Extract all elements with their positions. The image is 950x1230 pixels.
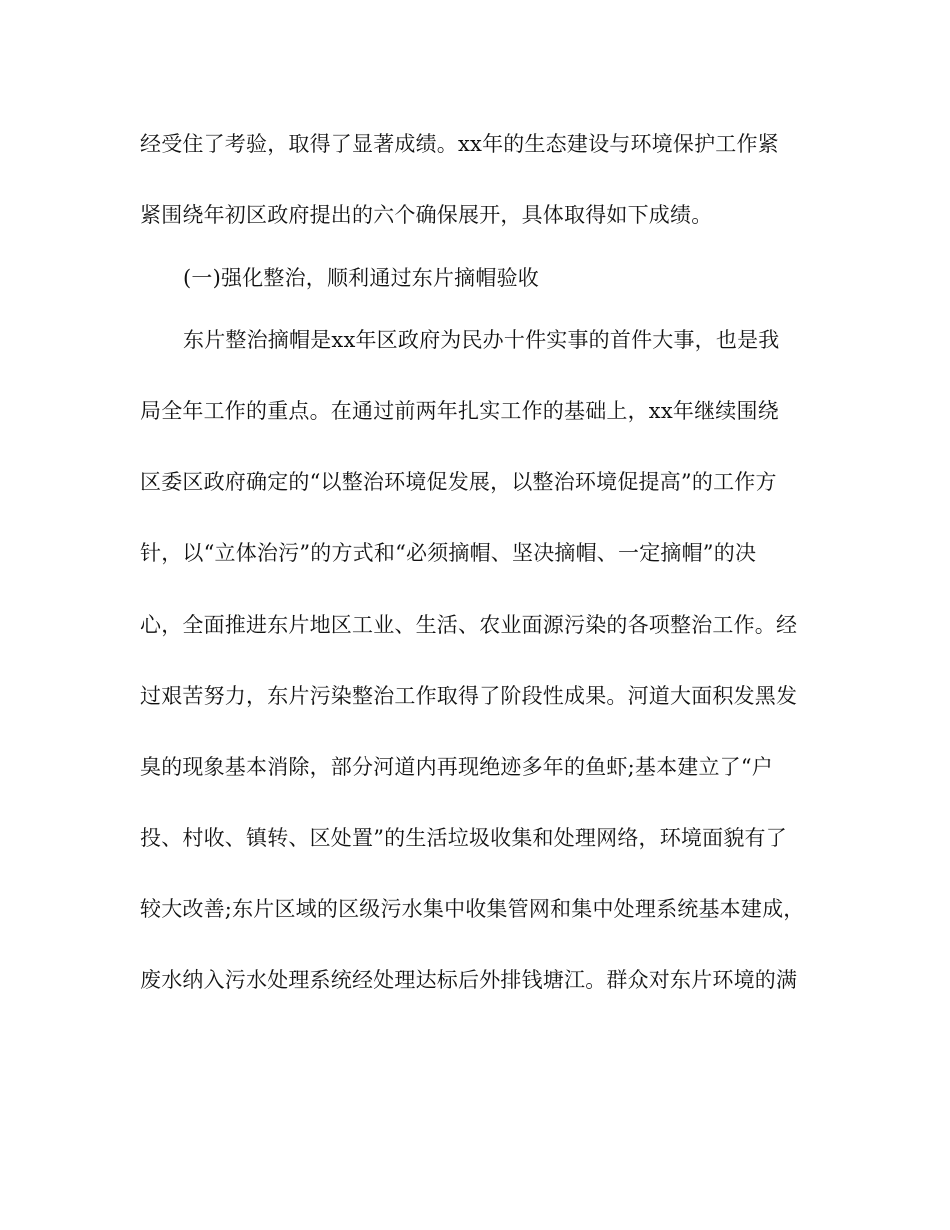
paragraph-line: 臭的现象基本消除，部分河道内再现绝迹多年的鱼虾;基本建立了“户 bbox=[140, 755, 774, 779]
paragraph-line: 废水纳入污水处理系统经处理达标后外排钱塘江。群众对东片环境的满 bbox=[140, 968, 798, 992]
paragraph-line: 过艰苦努力，东片污染整治工作取得了阶段性成果。河道大面积发黑发 bbox=[140, 684, 798, 708]
paragraph-line: 区委区政府确定的“以整治环境促发展，以整治环境促提高”的工作方 bbox=[140, 470, 777, 494]
paragraph-line: 紧围绕年初区政府提出的六个确保展开，具体取得如下成绩。 bbox=[140, 203, 713, 227]
paragraph-line: 东片整治摘帽是xx年区政府为民办十件实事的首件大事，也是我 bbox=[183, 328, 780, 352]
section-heading: (一)强化整治，顺利通过东片摘帽验收 bbox=[183, 266, 539, 290]
paragraph-line: 局全年工作的重点。在通过前两年扎实工作的基础上，xx年继续围绕 bbox=[140, 399, 779, 423]
paragraph-line: 针，以“立体治污”的方式和“必须摘帽、坚决摘帽、一定摘帽”的决 bbox=[140, 541, 757, 565]
paragraph-line: 较大改善;东片区域的区级污水集中收集管网和集中处理系统基本建成， bbox=[140, 897, 805, 921]
paragraph-line: 投、村收、镇转、区处置”的生活垃圾收集和处理网络，环境面貌有了 bbox=[140, 826, 787, 850]
paragraph-line: 心，全面推进东片地区工业、生活、农业面源污染的各项整治工作。经 bbox=[140, 613, 798, 637]
paragraph-line: 经受住了考验，取得了显著成绩。xx年的生态建设与环境保护工作紧 bbox=[140, 132, 779, 156]
